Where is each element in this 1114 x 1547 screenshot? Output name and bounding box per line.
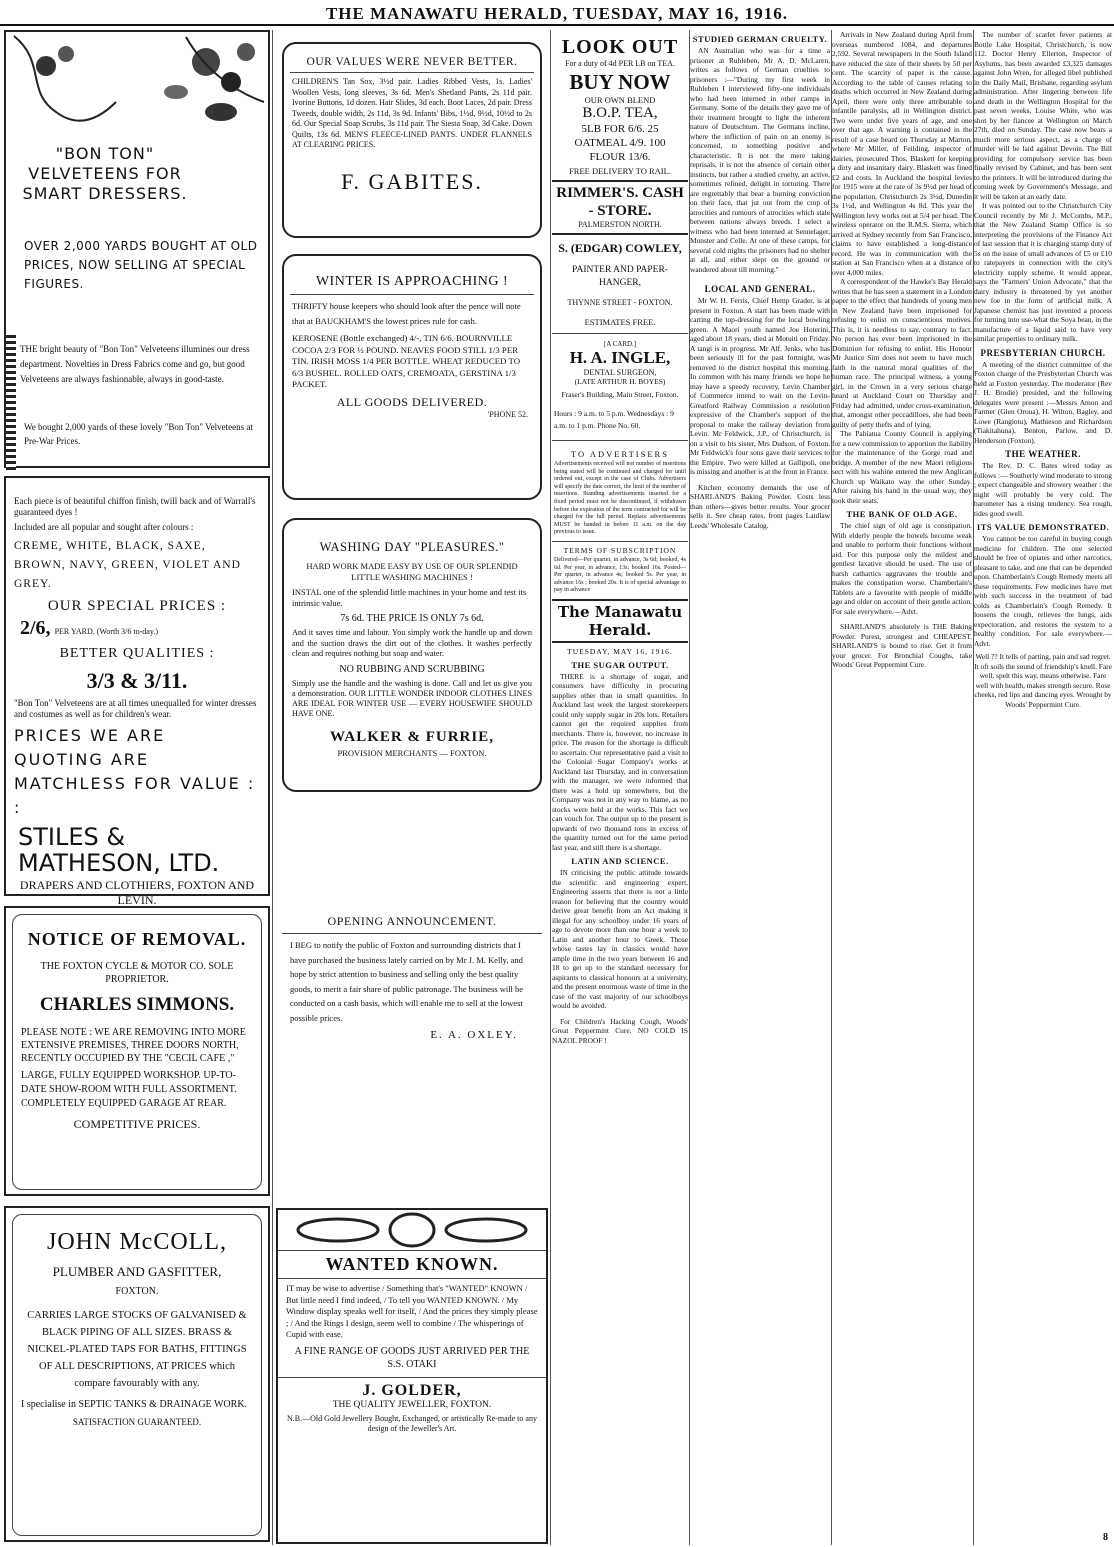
- col5-body-1: Arrivals in New Zealand during April from overseas numbered 1084, and departures 2,592. Several newspapers in the South Island have reduced the size of their sheets by 50 per cent. The scarcity of paper is the cause. According to the table of causes relating to deaths which occurred in New Zealand during April, there were only three attributable to infantile paralysis, all in Wellington district. Two were under five years of age, and one over that age. A warning is contained in the result of a case heard on Thursday at Marton, where Mr Miller, of Feilding, inspector of dairies, prosecuted Thos. Blaskett for keeping a dirty and insanitary dairy. Blaskett was fined £2 and costs. In Auckland the hospital levies for 1915 were at the rate of 3s 9½d per head of the population, Christchurch 2s 3½d, Dunedin 3s 1½d, and Wellington 4s 8d. This year the Wellington levy works out at 5/4 per head. The wireless operator on the R.M.S. Sierra, which arrived at Sydney recently from San Francisco, claims to have established a long-distance record. He was in communication with the station at San Francisco when at a distance of over 4,000 miles.: [832, 30, 972, 277]
- cowley-name: S. (EDGAR) COWLEY,: [558, 241, 682, 255]
- page-number: 8: [1103, 1532, 1108, 1543]
- cowley-street: THYNNE STREET - FOXTON.: [567, 298, 673, 307]
- stiles-quoting: PRICES WE ARE QUOTING ARE MATCHLESS FOR VALUE : :: [14, 726, 256, 817]
- walker-body: And it saves time and labour. You simply work the handle up and down and the suction draws the dirt out of the clothes. It washes perfectly clean and requires nothing but soap and water.: [292, 628, 532, 658]
- bauckham-phone: 'PHONE 52.: [487, 409, 528, 419]
- golder-ad: [276, 1208, 548, 1544]
- rimmer-duty: For a duty of 4d PER LB on TEA.: [565, 59, 675, 68]
- rimmer-delivery: FREE DELIVERY TO RAIL.: [569, 166, 671, 176]
- removal-co: THE FOXTON CYCLE & MOTOR CO. SOLE PROPRIETOR.: [40, 961, 234, 985]
- mccoll-trade: PLUMBER AND GASFITTER,: [52, 1264, 222, 1279]
- bauckham-list: KEROSENE (Bottle exchanged) 4/-, TIN 6/6. BOURNVILLE COCOA 2/3 FOR ½ POUND. NEAVES FOOD STILL 1/3 PER TIN. IRISH MOSS 1/4 PER BOTTLE. WHEAT REDUCED TO 6/3 BUSHEL. ROLLED OATS, CREMOATA, GERSTINA 1/3 PACKET.: [292, 333, 521, 389]
- golder-name: J. GOLDER,: [278, 1377, 546, 1400]
- rimmer-prices: 5LB FOR 6/6. 25 OATMEAL 4/9. 100 FLOUR 13/6.: [574, 123, 666, 163]
- col6-body-2: It was pointed out to the Christchurch City Council recently by Mr J. McCombs, M.P., that the New Zealand Stamp Office is so interpreting the provisions of the Finance Act of last session that it is charging stamp duty of 5s on the issue of small advances of £5 or £10 to ratepayers in connection with the city's electricity supply scheme. It would appear, says the "Farmers' Union Advocate," that the dairy industry is threatened by yet another new foe in the form of artificial milk. A Japanese chemist has just invented a process for turning into use-what the Soya bean, in the manufacture of a liquid said to have very similar properties to ordinary milk.: [974, 201, 1112, 343]
- bonton-ad: [4, 30, 270, 468]
- gabites-ad: [276, 36, 548, 244]
- golder-nb: N.B.—Old Gold Jewellery Bought, Exchanged, or artistically Re-made to any design of the Jeweller's Art.: [287, 1413, 537, 1433]
- oxley-body: I BEG to notify the public of Foxton and surrounding districts that I have purchased the business lately carried on by Mr J. M. Kelly, and hope by strict attention to business and selling only the best quality goods, to merit a fair share of public patronage. The business will be conducted on a cash basis, which will enable me to sell at the lowest possible prices.: [290, 940, 524, 1023]
- gabites-title: OUR VALUES WERE NEVER BETTER.: [306, 56, 518, 68]
- column-1: [4, 30, 270, 1545]
- column-5: [832, 30, 972, 1545]
- advertisers-title: TO ADVERTISERS: [571, 449, 669, 459]
- ingle-name: H. A. INGLE,: [569, 348, 671, 367]
- col5-body-3: The Pahiatua County Council is applying for a new commission to apportion the liability for the maintenance of the Gorge road and bridge. A member of the new Maori religious sect with his wahine entered the new Anglican Church up Waikato way the other Sunday. After raising his hand in the usual way, they took their seats.: [832, 429, 972, 505]
- column-6-stories: [974, 30, 1112, 709]
- stiles-sub: DRAPERS AND CLOTHIERS, FOXTON AND LEVIN.: [19, 878, 255, 907]
- rimmer-town: PALMERSTON NORTH.: [578, 220, 662, 229]
- oxley-name: E. A. OXLEY.: [430, 1029, 518, 1041]
- column-5-stories: [832, 30, 972, 670]
- subscription-title: TERMS OF SUBSCRIPTION: [563, 545, 677, 555]
- oxley-ad: [276, 906, 548, 1090]
- gabites-body: CHILDREN'S Tan Sox, 3½d pair. Ladies Ribbed Vests, 1s. Ladies' Woollen Vests, long sleeves, 3s 6d. Men's Shetland Pants, 2s 11d pair. Ivorine Buttons, 1d dozen. Hair Slides, 3d each. Boot Laces, 2d pair. Dress Tweeds, double width, 2s 11d, 3s 9d. Infants' Bibs, 1½d, 9½d, 10½d to 2s 6d. Our Special Soap Scrubs, 3s 11d pair. The Siesta Soap, 3d Cake. Down Quilts, 13s 6d. MEN'S FLEECE-LINED PANTS. UNDER FLANNELS AT CLEARING PRICES.: [292, 77, 532, 149]
- stiles-name: STILES & MATHESON, LTD.: [18, 823, 220, 877]
- ingle-card: [A CARD.]: [603, 340, 637, 348]
- gabites-name: F. GABITES.: [341, 168, 483, 194]
- stiles-special-price: 2/6,: [20, 617, 51, 639]
- sharland-ad: SHARLAND'S absolutely is THE Baking Powder. Purest, strongest and CHEAPEST. SHARLAND'S is bound to rise. Get it from your grocer. For Bronchial Coughs, take Woods' Great Peppermint Cure.: [832, 622, 972, 669]
- cruelty-story: [690, 34, 830, 530]
- rimmer-blend: OUR OWN BLEND: [584, 95, 656, 105]
- removal-title: NOTICE OF REMOVAL.: [27, 929, 247, 949]
- rimmer-look-out: LOOK OUT: [561, 36, 679, 58]
- removal-notice: [4, 906, 270, 1196]
- col5-body-2: A correspondent of the Hawke's Bay Herald writes that he has seen a statement in a London paper to the effect that hundreds of young men in New Zealand have been imprisoned for refusing to enlist on conscientious motives. This is, it is needless to say, contrary to fact. No person has ever been imprisoned in the Dominion for refusing to enlist. His Honour Mr Justice Sim does not seem to have much faith in the natural moral qualities of the human race. The principal witness, a young girl, in the Crown in a very serious charge heard at Auckland Court on Thursday and Friday had admitted, under cross-examination, that, amongst other peccadilloes, she had been guilty of petty thefts and of lying.: [832, 277, 972, 429]
- bauckham-title: WINTER IS APPROACHING !: [315, 274, 509, 289]
- mccoll-name: JOHN McCOLL,: [47, 1229, 227, 1255]
- stiles-intro: Each piece is of beautiful chiffon finish, twill back and of Warrall's guaranteed dyes !: [14, 496, 256, 517]
- rimmer-buy-now: BUY NOW: [569, 70, 671, 94]
- golder-title: WANTED KNOWN.: [278, 1250, 546, 1279]
- rimmer-tea: B.O.P. TEA,: [582, 105, 658, 121]
- latin-title-col3: LATIN AND SCIENCE.: [571, 856, 669, 867]
- walker-rub: NO RUBBING AND SCRUBBING: [339, 663, 485, 675]
- column-3: [552, 30, 688, 1545]
- mccoll-ad: [4, 1206, 270, 1542]
- walker-price: 7s 6d. THE PRICE IS ONLY 7s 6d.: [340, 613, 484, 624]
- cowley-trade: PAINTER AND PAPER-HANGER,: [572, 265, 668, 288]
- weather-body: The Rev. D. C. Bates wired today as follows :— Southerly wind moderate to strong ; expect changeable and showery weather : the night will probably be very cold. The barometer has a rising tendency. Sea rough, tides good swell.: [974, 461, 1112, 518]
- rings-ornament-icon: [278, 1210, 546, 1250]
- golder-poem: IT may be wise to advertise / Something that's "WANTED" KNOWN / But little need I find indeed, / To tell you WANTED KNOWN. / My Window display speaks well for itself, / And the prices they simply please ; / And the Rings I design, seem well to combine / The whisperings of Cupid with ease.: [286, 1283, 538, 1339]
- mccoll-body: CARRIES LARGE STOCKS OF GALVANISED & BLACK PIPING OF ALL SIZES. BRASS & NICKEL-PLATED TAPS FOR BATHS, FITTINGS OF ALL DESCRIPTIONS, AT PRICES which compare favourably with any.: [27, 1310, 247, 1389]
- rimmer-name: RIMMER'S. CASH - STORE.: [552, 180, 688, 220]
- farewell-poem: Well ?? It tells of parting, pain and sad regret. It oft soils the sound of friendship's knell. Fare well, spelt this way, means otherwise. Fare well with health, makes strength secure. Rose cheeks, red lips and dancing eyes. Wrought by Woods' Peppermint Cure.: [974, 652, 1112, 709]
- walker-sub: HARD WORK MADE EASY BY USE OF OUR SPLENDID LITTLE WASHING MACHINES !: [306, 561, 518, 582]
- mccoll-town: FOXTON.: [115, 1286, 159, 1297]
- stiles-note: "Bon Ton" Velveteens are at all times unequalled for winter dresses and costumes as well as for children's wear.: [14, 698, 257, 719]
- masthead: THE MANAWATU HERALD, TUESDAY, MAY 16, 1916.: [0, 0, 1114, 26]
- bauckham-ad: [276, 248, 548, 504]
- stiles-colours-intro: Included are all popular and sought after colours :: [14, 522, 194, 532]
- stiles-colours: CREME, WHITE, BLACK, SAXE, BROWN, NAVY, GREEN, VIOLET AND GREY.: [14, 540, 241, 590]
- subscription-body: Delivered—Per quarter, in advance, 3s 6d; booked, 4s 6d. Per year, in advance, 13s; booked 16s. Posted—Per quarter, in advance 4s; booked 5s. Per year, in advance 16s ; booked 20s. It is of special advantage to pay in advance: [554, 556, 686, 594]
- bank-old-age-body: The chief sign of old age is constipation. With elderly people the bowels become weak and unable to perform their functions without aid. For this purpose only the mildest and gentlest laxative should be used. The use of harsh cathartics aggravates the trouble and makes the constipation worse. Chamberlain's Tablets are a favourite with people of middle age and older on account of their gentle action. For sale everywhere.—Advt.: [832, 521, 972, 616]
- stiles-special-note: PER YARD. (Worth 3/6 to-day.): [54, 627, 158, 636]
- bonton-text-2: We bought 2,000 yards of these lovely "Bon Ton" Velveteens at Pre-War Prices.: [24, 422, 253, 446]
- stiles-better-prices: 3/3 & 3/11.: [86, 668, 188, 693]
- cowley-estimates: ESTIMATES FREE.: [584, 317, 656, 327]
- cruelty-body: AN Australian who was for a time a prisoner at Ruhleben, Mr A. D. McLaren, writes as follows of German cruelties to prisoners :—"During my first week in Ruhleben I interviewed fifty-one individuals who had been interned in other camps in Germany. Some of the details they gave me of their treatment brought to light the inherent nature of Deutschtum. The Germans incline, where the infliction of pain on an enemy is concerned, to something positive and characteristic. It is not the mere taking reprisals, it is not the absence of certain other instincts, but rather a studied cruelty, an active, sometimes refined, delight in torturing. There are regrettably that bear a burning conviction on their face, that jut out from the crop of atrocities and rumours of atrocities which stale between nations always breeds. I select a witness who had been interned at Sennelager, Munster and Celle. At one of these camps, for several cold nights the prisoners had no shelter at all, and either slept on the ground or wandered about till morning.": [690, 46, 830, 274]
- weather-title: THE WEATHER.: [1005, 449, 1081, 459]
- value-demonstrated-body: You cannot be too careful in buying cough medicine for children. The one selected should be free of opiates and other narcotics, pleasant to take, and one that can be depended upon. Chamberlain's Cough Remedy meets all these requirements. Few medicines have met with such success in the treatment of bad colds as Chamberlain's Cough Remedy. It loosens the cough, relieves the lungs, aids expectoration, and restores the system to a healthy condition. For sale everywhere.—Advt.: [974, 534, 1112, 648]
- golder-range: A FINE RANGE OF GOODS JUST ARRIVED PER THE S.S. OTAKI: [294, 1345, 530, 1370]
- value-demonstrated-title: ITS VALUE DEMONSTRATED.: [976, 522, 1110, 532]
- ingle-trade: DENTAL SURGEON,: [583, 368, 657, 377]
- bonton-title: "BON TON" VELVETEENS FOR SMART DRESSERS.: [22, 144, 188, 203]
- advertisers-body: Advertisements received will not number of insertions being stated will be continued and charged for until ordered out, except in the case of Clubs. Advertisers will specify the date correct, the limit of the number of insertions. Standing advertisements inserted for a fixed period must not be discontinued, if withdrawn before the expiration of the term contracted for will be charged for the full period. Replace advertisements MUST be handed in before 11 a.m. on the day previous to issue.: [554, 461, 686, 536]
- bauckham-delivered: ALL GOODS DELIVERED.: [336, 394, 488, 409]
- walker-trade: PROVISION MERCHANTS — FOXTON.: [337, 747, 487, 758]
- bonton-offer: OVER 2,000 YARDS BOUGHT AT OLD PRICES, NOW SELLING AT SPECIAL FIGURES.: [24, 239, 258, 291]
- floral-ornament-icon: [6, 32, 268, 152]
- mccoll-septic: I specialise in SEPTIC TANKS & DRAINAGE WORK.: [21, 1399, 248, 1410]
- sugar-story: [552, 660, 688, 1046]
- stiles-better-heading: BETTER QUALITIES :: [59, 646, 215, 661]
- ingle-hours: Hours : 9 a.m. to 5 p.m. Wednesdays : 9 a.m. to 1 p.m. Phone No. 60.: [554, 409, 674, 430]
- local-general-title: LOCAL AND GENERAL.: [704, 284, 816, 294]
- cruelty-title: STUDIED GERMAN CRUELTY.: [692, 34, 828, 44]
- walker-body-2: Simply use the handle and the washing is done. Call and let us give you a demonstration. OUR LITTLE WONDER INDOOR CLOTHES LINES ARE IDEAL FOR WINTER USE — EVERY HOUSEWIFE SHOULD HAVE ONE.: [292, 678, 532, 718]
- herald-masthead: The Manawatu Herald.: [552, 599, 688, 643]
- ingle-late: (LATE ARTHUR H. BOYES): [574, 377, 666, 386]
- column-6: [974, 30, 1112, 1545]
- removal-prices: COMPETITIVE PRICES.: [73, 1117, 201, 1131]
- sugar-title: THE SUGAR OUTPUT.: [571, 659, 669, 670]
- presbyterian-body: A meeting of the district committee of the Foxton charge of the Presbyterian Church was held at Foxton yesterday. The moderator (Rev J. H. Brodie) presided, and the following delegates were present :—Messrs Amon and Farmer (Glen Oroua), H. Wilton, Bagley, and Lowe (Rangiotu), Mathieson and Richardson (Tiakitahuna), Benton, Parlow, and D. Henderson (Foxton).: [974, 359, 1112, 445]
- column-2: [276, 30, 548, 1545]
- bonton-text-1: THE bright beauty of "Bon Ton" Velveteens illumines our dress department. Novelties in Dress Fabrics come and go, but good Velveteens are always fashionable, always in good-taste.: [20, 344, 250, 384]
- stiles-special-heading: OUR SPECIAL PRICES :: [47, 598, 227, 614]
- walker-install: INSTAL one of the splendid little machines in your home and test its intrinsic value.: [292, 587, 527, 608]
- bauckham-intro: THRIFTY house keepers who should look after the pence will note that at BAUCKHAM'S the lowest prices rule for cash.: [292, 301, 521, 326]
- ingle-address: Fraser's Building, Main Street, Foxton.: [561, 390, 679, 399]
- removal-note: PLEASE NOTE : WE ARE REMOVING INTO MORE EXTENSIVE PREMISES, THREE DOORS NORTH, RECENTLY OCCUPIED BY THE "CECIL CAFE ,": [21, 1027, 246, 1064]
- herald-date: TUESDAY, MAY 16, 1916.: [567, 646, 673, 656]
- column-4: [690, 30, 830, 1545]
- latin-body: IN criticising the public attitude towards the scientific and engineering expert, Engineering asserts that there is not a little reason for believing that the country would derive great benefit from an Act making it illegal for any schoolboy under 16 years of age to devote more than one hour a week to Latin and another hour to Greek. Those whose tastes lay in classics would have ample time in the two years between 16 and 18 to get up to the standard necessary for aspirants to classical honours at a university, and the present enormous waste of time in the case of the vast majority of our schoolboys would be avoided.: [552, 868, 688, 1011]
- bank-old-age-title: THE BANK OF OLD AGE.: [846, 509, 958, 519]
- col6-body-1: The number of scarlet fever patients at Bottle Lake Hospital, Christchurch, is now 112. Doctor Henry Ellerton, Inspector of Asylums, has been awarded £3,325 damages against John Wren, for alleged libel published in the Daily Mail, Brisbane, regarding asylum administration. After lingering between life and death in the Wellington Hospital for the past seven weeks, Louise White, who was shot by her fiancee at Wellington on March 27th, died on Sunday. The case now bears a much more serious aspect, as a charge of murder will be laid against Devoin. The Bill providing for compulsory service has been finally revised by Cabinet, and has been sent to the printers. It will be introduced during the coming week by Government's Message, and it will be taken at an early date.: [974, 30, 1112, 201]
- oxley-title: OPENING ANNOUNCEMENT.: [327, 914, 497, 928]
- sugar-body: THERE is a shortage of sugar, and consumers have difficulty in procuring supplies other than in small quantities. In Auckland last week the largest storekeepers could only supply sugar in 20s lots. Retailers cannot get the required supplies from merchants. There is, however, no increase in price. The reason for the shortage is difficult to ascertain. Our representative paid a visit to the Colonial Sugar Company's works at Auckland last Thursday, and in conversation with the manager, we were informed that there was a hold up somewhere, but the Company was not in any way to blame, as no stocks were held at the works. This fact we can vouch for. The output up to the present is upwards of two thousand tons in excess of the quantity turned out for the same period last year, and still there is a shortage.: [552, 671, 688, 852]
- presbyterian-title: PRESBYTERIAN CHURCH.: [980, 347, 1106, 358]
- removal-name: CHARLES SIMMONS.: [39, 994, 235, 1015]
- walker-furrie-ad: [276, 512, 548, 796]
- walker-title: WASHING DAY "PLEASURES.": [319, 540, 505, 554]
- golder-trade: THE QUALITY JEWELLER, FOXTON.: [332, 1399, 492, 1410]
- nazol-note: For Children's Hacking Cough, Woods' Great Peppermint Cure. NO COLD IS NAZOL PROOF !: [552, 1016, 688, 1045]
- walker-name: WALKER & FURRIE,: [330, 728, 494, 745]
- sharland-note: Kitchen economy demands the use of SHARLAND'S Baking Powder. Costs less than others—gives better results. Your grocer sells it. See cheap rates, front pages Laidlaw Leeds' Wholesale Catalog.: [690, 482, 830, 530]
- stiles-matheson-ad: [4, 476, 270, 907]
- local-general-body: Mr W. H. Ferris, Chief Hemp Grader, is at present in Foxton. A start has been made with carting the top-dressing for the local bowling green. A Maori youth named Joe Hoterini, aged about 18 years, died at Motuiti on Friday. A tangi is in progress. Mr Alf. Jenks, who has been seriously ill for the past fortnight, was removed to the district hospital this morning. In common with his many friends we hope he may have a speedy recovery. Levin Chamber of Commerce intend to wait on the Levin-Greatford Railway Commission a resolution expressive of the Chamber's support of the proposal to make the railway deviation from Levin. Mr Feldwick, J.P., of Christchurch, is on a visit to his sister, Mrs Dudson, of Foxton. Mr Feldwick's four sons gave their services to the Empire. Two were killed at Gallipoli, one is missing and another is at the front in France.: [690, 296, 830, 476]
- removal-items: LARGE, FULLY EQUIPPED WORKSHOP. UP-TO-DATE SHOW-ROOM WITH FULL ASSORTMENT. COMPLETELY EQUIPPED GARAGE AT REAR.: [21, 1070, 237, 1109]
- mccoll-satisfaction: SATISFACTION GUARANTEED.: [72, 1417, 202, 1427]
